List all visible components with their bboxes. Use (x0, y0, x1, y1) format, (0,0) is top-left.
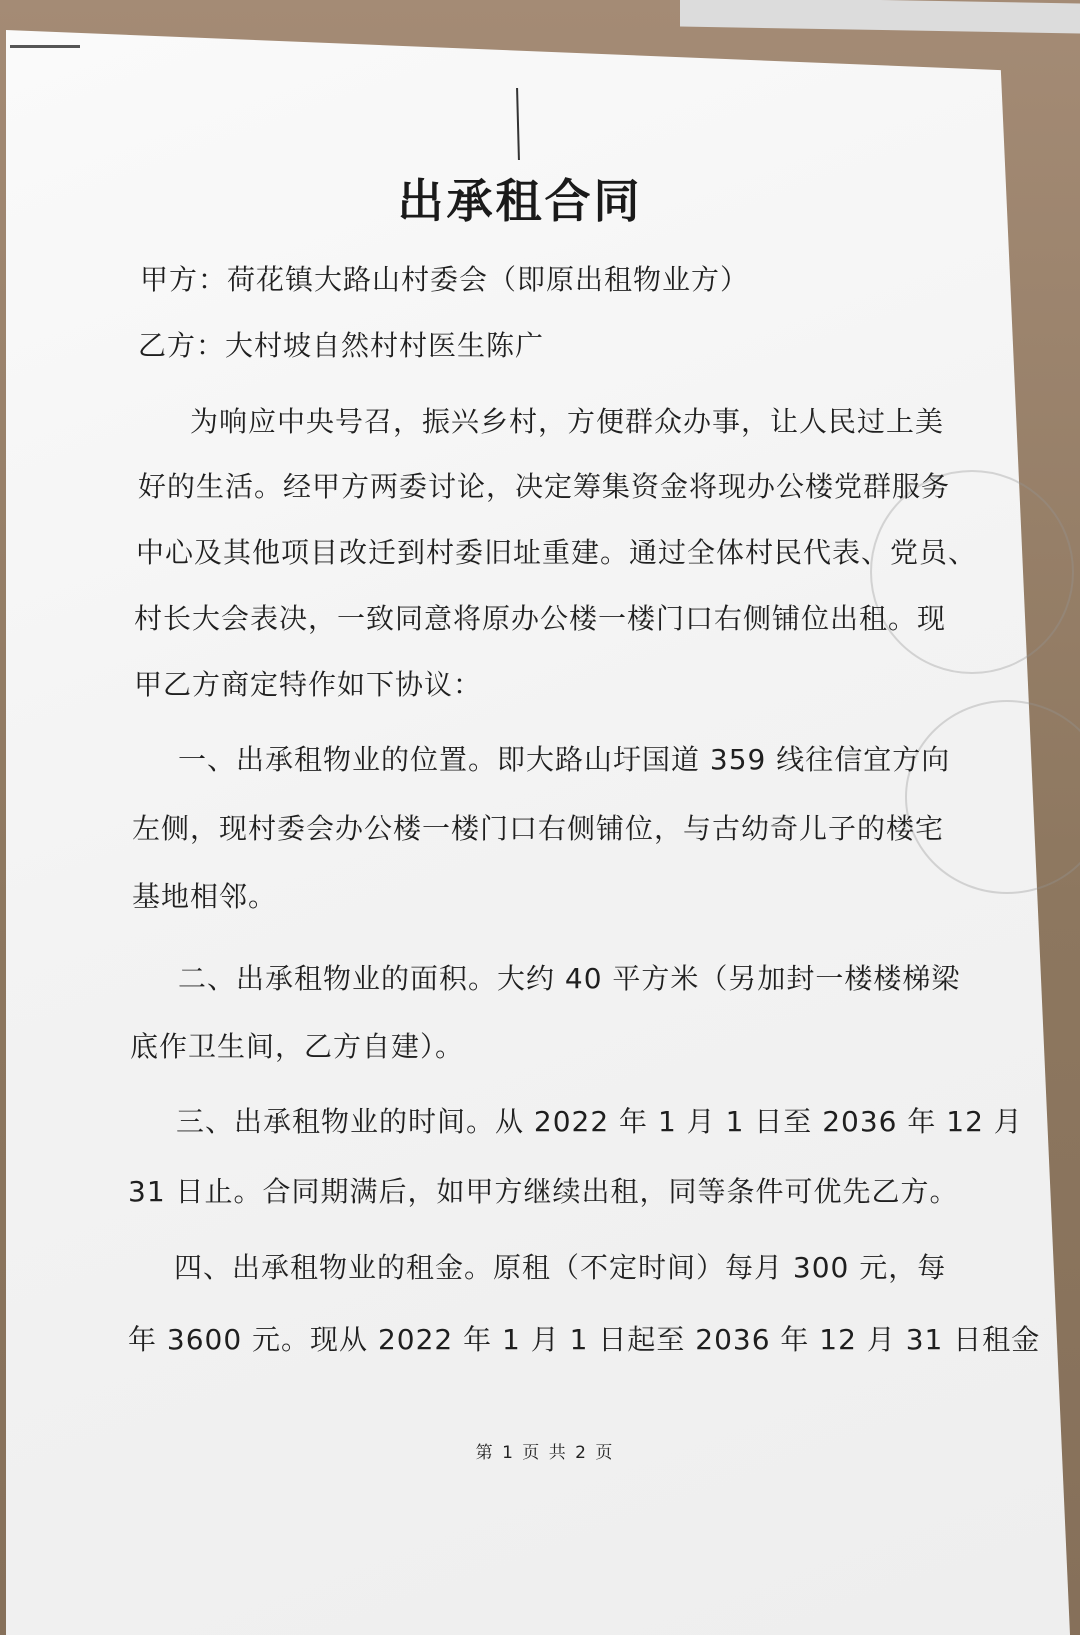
clause-line: 底作卫生间，乙方自建）。 (130, 1030, 465, 1063)
page-number: 第 1 页 共 2 页 (475, 1443, 615, 1463)
clause-line: 31 日止。合同期满后，如甲方继续出租，同等条件可优先乙方。 (128, 1175, 959, 1208)
paragraph-line: 中心及其他项目改迁到村委旧址重建。通过全体村民代表、党员、 (136, 536, 978, 569)
paragraph-line: 村长大会表决，一致同意将原办公楼一楼门口右侧铺位出租。现 (134, 602, 947, 635)
clause-line: 基地相邻。 (132, 880, 278, 913)
paragraph-line: 好的生活。经甲方两委讨论，决定筹集资金将现办公楼党群服务 (138, 470, 951, 503)
clause-line: 二、出承租物业的面积。大约 40 平方米（另加封一楼楼梯梁 (178, 962, 961, 995)
paragraph-line: 为响应中央号召，振兴乡村，方便群众办事，让人民过上美 (190, 405, 945, 438)
pen-mark (10, 45, 80, 48)
clause-line: 一、出承租物业的位置。即大路山圩国道 359 线往信宜方向 (178, 743, 951, 776)
party-a: 甲方：荷花镇大路山村委会（即原出租物业方） (140, 263, 750, 296)
clause-line: 四、出承租物业的租金。原租（不定时间）每月 300 元，每 (174, 1251, 947, 1284)
clause-line: 年 3600 元。现从 2022 年 1 月 1 日起至 2036 年 12 月 31 日租金 (128, 1323, 1041, 1356)
party-b: 乙方：大村坡自然村村医生陈广 (138, 329, 545, 362)
clause-line: 左侧，现村委会办公楼一楼门口右侧铺位，与古幼奇儿子的楼宅 (132, 812, 945, 845)
document-title: 出承租合同 (397, 174, 643, 228)
clause-line: 三、出承租物业的时间。从 2022 年 1 月 1 日至 2036 年 12 月 (176, 1105, 1023, 1138)
paragraph-line: 甲乙方商定特作如下协议： (134, 668, 483, 701)
